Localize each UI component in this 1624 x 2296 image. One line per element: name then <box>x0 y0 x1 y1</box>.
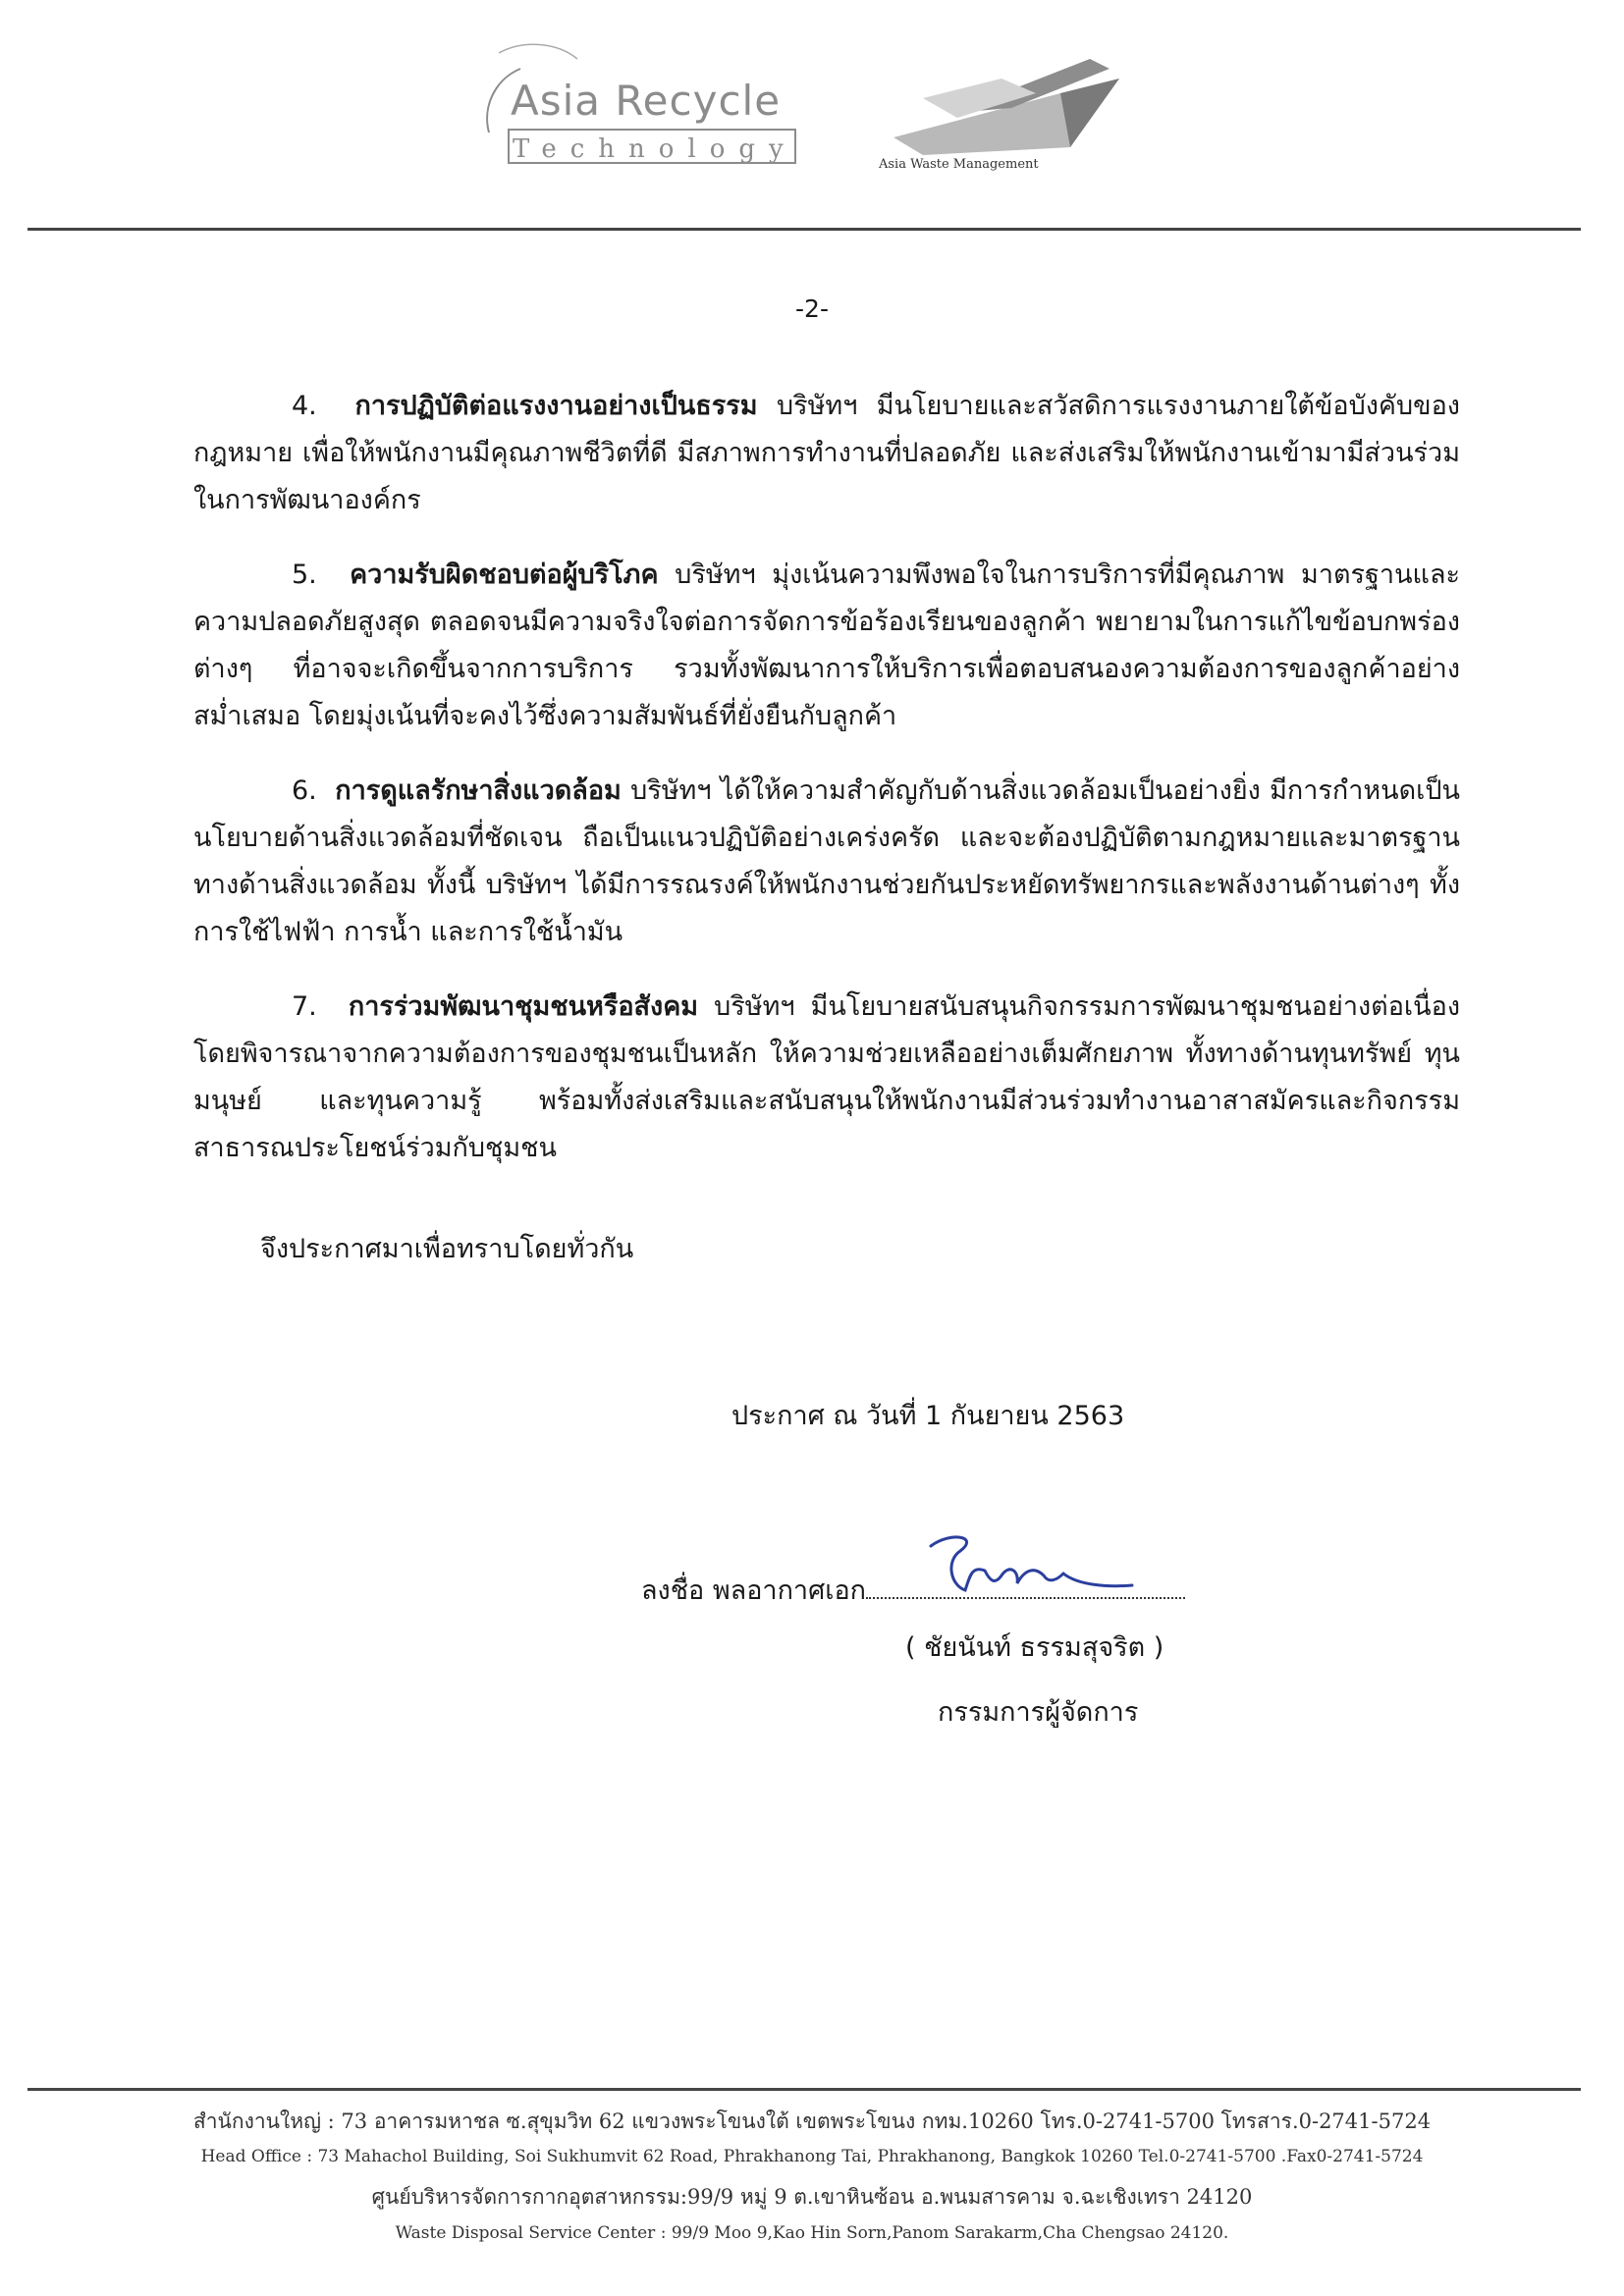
footer-divider <box>27 2088 1581 2091</box>
paragraph-heading: การร่วมพัฒนาชุมชนหรือสังคม <box>348 991 699 1022</box>
paragraph-number: 6. <box>292 775 317 806</box>
paragraph-text: บริษัทฯ มีนโยบายสนับสนุนกิจกรรมการพัฒนาชุมชนอย่างต่อเนื่อง โดยพิจารณาจากความต้องการของชุมชนเป็นหลัก ให้ความช่วยเหลืออย่างเต็มศักยภาพ ทั้งทางด้านทุนทรัพย์ ทุนมนุษย์ และทุนความรู้ พร้อมทั้งส่งเสริมและสนับสนุนให้พนักงานมีส่วนร่วมทำงานอาสาสมัครและกิจกรรมสาธารณประโยชน์ร่วมกับชุมชน <box>193 991 1460 1163</box>
logo-left-subtitle: Technology <box>513 134 797 164</box>
logo-right-caption: Asia Waste Management <box>879 157 1039 172</box>
footer-service-center-english: Waste Disposal Service Center : 99/9 Moo 9,Kao Hin Sorn,Panom Sarakarm,Cha Chengsao 24120. <box>395 2223 1229 2243</box>
signer-name: ( ชัยนันท์ ธรรมสุจริต ) <box>905 1632 1164 1663</box>
page-number: -2- <box>795 294 829 323</box>
paragraph-text: บริษัทฯ ได้ให้ความสำคัญกับด้านสิ่งแวดล้อมเป็นอย่างยิ่ง มีการกำหนดเป็นนโยบายด้านสิ่งแวดล้อมที่ชัดเจน ถือเป็นแนวปฏิบัติอย่างเคร่งครัด และจะต้องปฏิบัติตามกฎหมายและมาตรฐานทางด้านสิ่งแวดล้อม ทั้งนี้ บริษัทฯ ได้มีการรณรงค์ให้พนักงานช่วยกันประหยัดทรัพยากรและพลังงานด้านต่างๆ ทั้งการใช้ไฟฟ้า การน้ำ และการใช้น้ำมัน <box>193 775 1460 947</box>
policy-paragraph-6 <box>193 768 1460 956</box>
paragraph-heading: การดูแลรักษาสิ่งแวดล้อม <box>335 775 622 806</box>
header-divider <box>27 228 1581 231</box>
logo-left-title: Asia Recycle <box>511 77 782 125</box>
footer-head-office-english: Head Office : 73 Mahachol Building, Soi Sukhumvit 62 Road, Phrakhanong Tai, Phrakhanong, Bangkok 10260 Tel.0-2741-5700 .Fax0-2741-5724 <box>200 2147 1424 2166</box>
paragraph-text: บริษัทฯ มุ่งเน้นความพึงพอใจในการบริการที่มีคุณภาพ มาตรฐานและความปลอดภัยสูงสุด ตลอดจนมีความจริงใจต่อการจัดการข้อร้องเรียนของลูกค้า พยายามในการแก้ไขข้อบกพร่องต่างๆ ที่อาจจะเกิดขึ้นจากการบริการ รวมทั้งพัฒนาการให้บริการเพื่อตอบสนองความต้องการของลูกค้าอย่างสม่ำเสมอ โดยมุ่งเน้นที่จะคงไว้ซึ่งความสัมพันธ์ที่ยั่งยืนกับลูกค้า <box>193 560 1460 731</box>
paragraph-number: 5. <box>292 560 317 590</box>
policy-paragraph-5 <box>193 552 1460 740</box>
signature-label: ลงชื่อ พลอากาศเอก <box>641 1575 867 1606</box>
paragraph-heading: การปฏิบัติต่อแรงงานอย่างเป็นธรรม <box>354 391 758 421</box>
footer-service-center-thai: ศูนย์บริหารจัดการกากอุตสาหกรรม:99/9 หมู่ 9 ต.เขาหินซ้อน อ.พนมสารคาม จ.ฉะเชิงเทรา 24120 <box>371 2185 1253 2209</box>
announcement-date: ประกาศ ณ วันที่ 1 กันยายน 2563 <box>731 1401 1125 1431</box>
policy-body <box>193 383 1460 1200</box>
policy-paragraph-4 <box>193 383 1460 524</box>
footer-head-office-thai: สำนักงานใหญ่ : 73 อาคารมหาชล ซ.สุขุมวิท 62 แขวงพระโขนงใต้ เขตพระโขนง กทม.10260 โทร.0-2741-5700 โทรสาร.0-2741-5724 <box>192 2109 1432 2133</box>
paragraph-heading: ความรับผิดชอบต่อผู้บริโภค <box>350 560 659 590</box>
paragraph-number: 4. <box>292 391 317 421</box>
policy-paragraph-7 <box>193 984 1460 1172</box>
paragraph-text: บริษัทฯ มีนโยบายและสวัสดิการแรงงานภายใต้ข้อบังคับของกฎหมาย เพื่อให้พนักงานมีคุณภาพชีวิตที่ดี มีสภาพการทำงานที่ปลอดภัย และส่งเสริมให้พนักงานเข้ามามีส่วนร่วมในการพัฒนาองค์กร <box>193 391 1460 515</box>
paragraph-number: 7. <box>292 991 317 1022</box>
signer-title: กรรมการผู้จัดการ <box>938 1697 1139 1728</box>
handwritten-signature-icon <box>911 1526 1137 1605</box>
closing-statement: จึงประกาศมาเพื่อทราบโดยทั่วกัน <box>260 1234 634 1264</box>
